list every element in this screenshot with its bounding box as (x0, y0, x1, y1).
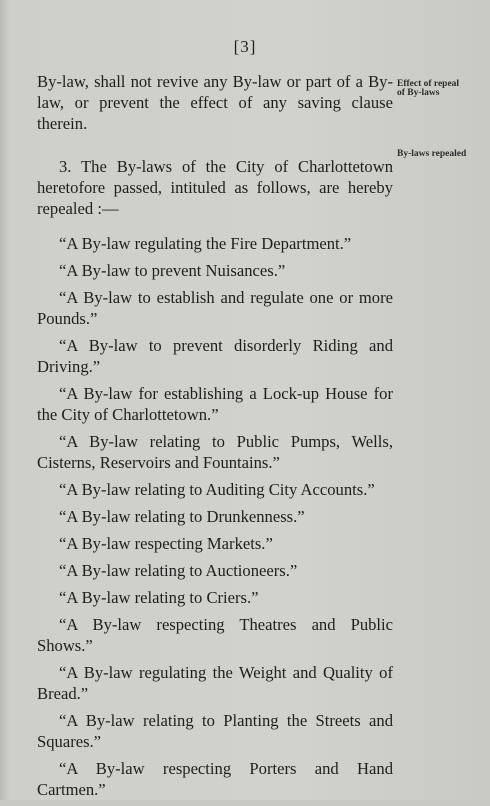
sidenote-bylaws-repealed: By-laws repealed (397, 149, 467, 159)
section-3-paragraph: 3. The By-laws of the City of Charlottetown heretofore passed, intituled as follows, are hereby repealed :— (37, 157, 393, 218)
bylaw-item: “A By-law relating to Planting the Streets and Squares.” (37, 711, 393, 751)
bylaw-item: “A By-law relating to Drunkenness.” (59, 507, 305, 526)
bylaw-item: “A By-law regulating the Fire Department.” (59, 234, 352, 253)
bylaw-item: “A By-law to prevent Nuisances.” (59, 261, 286, 280)
page-body (37, 71, 393, 806)
bylaw-item: “A By-law regulating the Weight and Quality of Bread.” (37, 663, 393, 703)
bylaw-item: “A By-law to prevent disorderly Riding and Driving.” (37, 336, 393, 376)
bylaw-item: “A By-law to establish and regulate one or more Pounds.” (37, 288, 393, 328)
bylaw-item: “A By-law respecting Markets.” (59, 534, 273, 553)
bylaw-item: “A By-law relating to Auditing City Accounts.” (59, 480, 375, 499)
bylaw-item: “A By-law relating to Criers.” (59, 588, 259, 607)
bylaw-item: “A By-law for establishing a Lock-up House for the City of Charlottetown.” (37, 384, 393, 424)
bylaw-item: “A By-law relating to Public Pumps, Wells, Cisterns, Reservoirs and Fountains.” (37, 432, 393, 472)
sidenote-effect-of-repeal: Effect of repeal of By-laws (397, 79, 460, 98)
bylaw-item: “A By-law respecting Porters and Hand Cartmen.” (37, 759, 393, 799)
bylaw-item: “A By-law relating to Auctioneers.” (59, 561, 298, 580)
bylaw-item: “A By-law respecting Theatres and Public Shows.” (37, 615, 393, 655)
continuation-paragraph: By-law, shall not revive any By-law or part of a By-law, or prevent the effect of any saving clause therein. (37, 72, 393, 133)
page-number: [3] (233, 37, 257, 56)
